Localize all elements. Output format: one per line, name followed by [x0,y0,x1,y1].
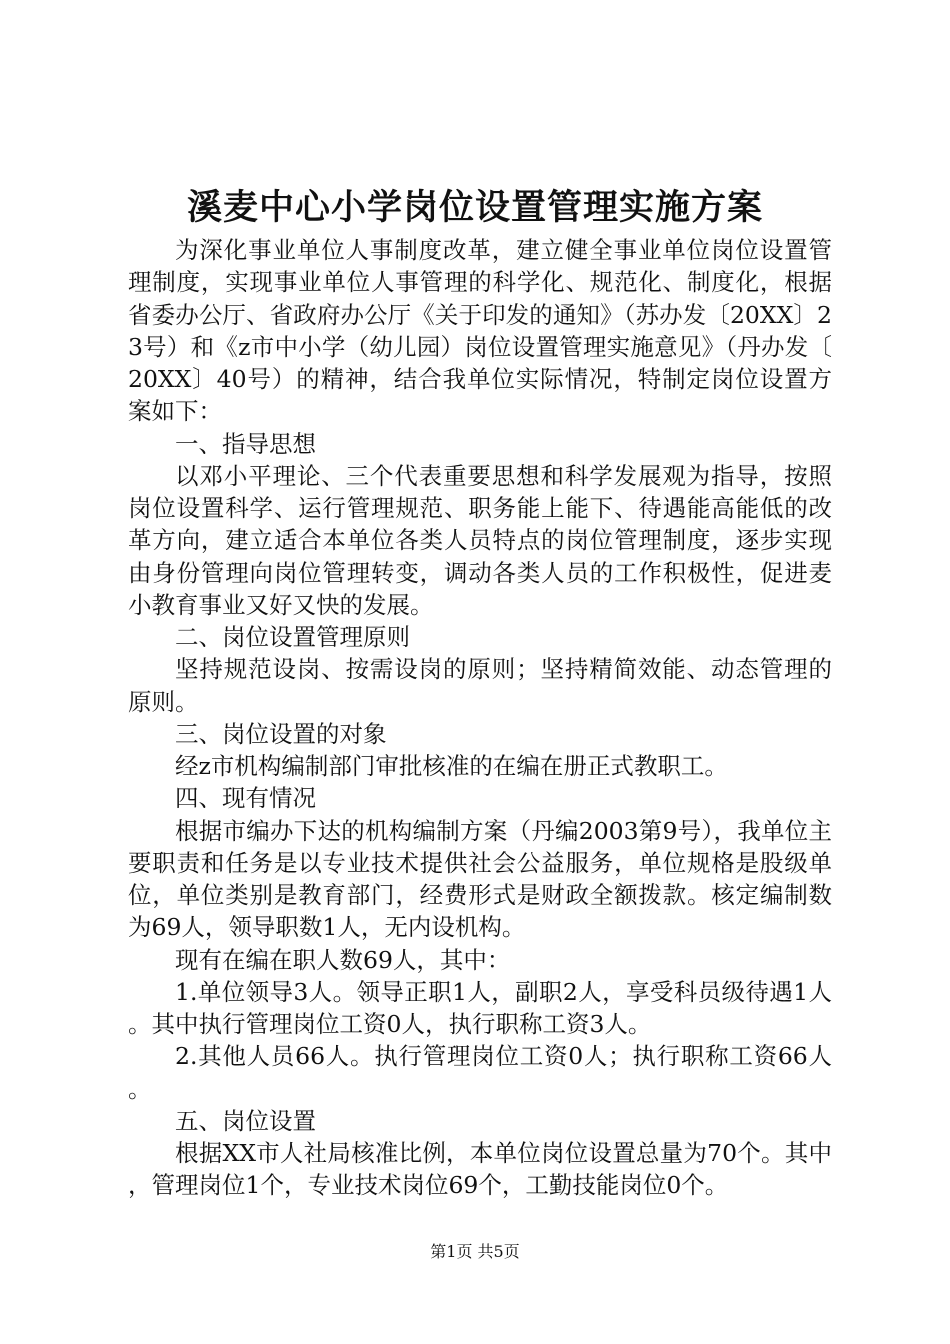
staff-count-paragraph: 现有在编在职人数69人，其中： [175,945,511,974]
guiding-ideology-paragraph: 以邓小平理论、三个代表重要思想和科学发展观为指导，按照岗位设置科学、运行管理规范、职务能上能下、待遇能高能低的改革方向，建立适合本单位各类人员特点的岗位管理制度，逐步实现由身份管理向岗位管理转变，调动各类人员的工作积极性，促进麦小教育事业又好又快的发展。 [128,461,832,619]
target-paragraph: 经z市机构编制部门审批核准的在编在册正式教职工。 [175,752,728,780]
section-heading-guiding-ideology: 一、指导思想 [175,429,316,458]
intro-paragraph: 为深化事业单位人事制度改革，建立健全事业单位岗位设置管理制度，实现事业单位人事管理的科学化、规范化、制度化，根据省委办公厅、省政府办公厅《关于印发的通知》（苏办发〔20XX〕23号）和《z市中小学（幼儿园）岗位设置管理实施意见》（丹办发〔20XX〕40号）的精神，结合我单位实际情况，特制定岗位设置方案如下： [128,236,832,426]
section-heading-principles: 二、岗位设置管理原则 [175,623,410,651]
document-title: 溪麦中心小学岗位设置管理实施方案 [186,187,763,228]
section-heading-target: 三、岗位设置的对象 [175,719,387,748]
list-item-leaders: 1.单位领导3人。领导正职1人，副职2人，享受科员级待遇1人。其中执行管理岗位工资0人，执行职称工资3人。 [128,977,832,1038]
list-item-other-staff: 2.其他人员66人。执行管理岗位工资0人；执行职称工资66人。 [128,1042,832,1103]
section-heading-current-situation: 四、现有情况 [175,784,316,813]
current-situation-paragraph: 根据市编办下达的机构编制方案（丹编2003第9号），我单位主要职责和任务是以专业技术提供社会公益服务，单位规格是股级单位，单位类别是教育部门，经费形式是财政全额拨款。核定编制数为69人，领导职数1人，无内设机构。 [128,816,832,942]
page-number: 第1页 共5页 [430,1242,520,1261]
section-heading-post-setup: 五、岗位设置 [175,1106,316,1135]
principles-paragraph: 坚持规范设岗、按需设岗的原则；坚持精简效能、动态管理的原则。 [128,655,832,716]
document-body [128,234,832,1202]
post-setup-paragraph: 根据XX市人社局核准比例，本单位岗位设置总量为70个。其中，管理岗位1个，专业技术岗位69个，工勤技能岗位0个。 [128,1139,832,1200]
